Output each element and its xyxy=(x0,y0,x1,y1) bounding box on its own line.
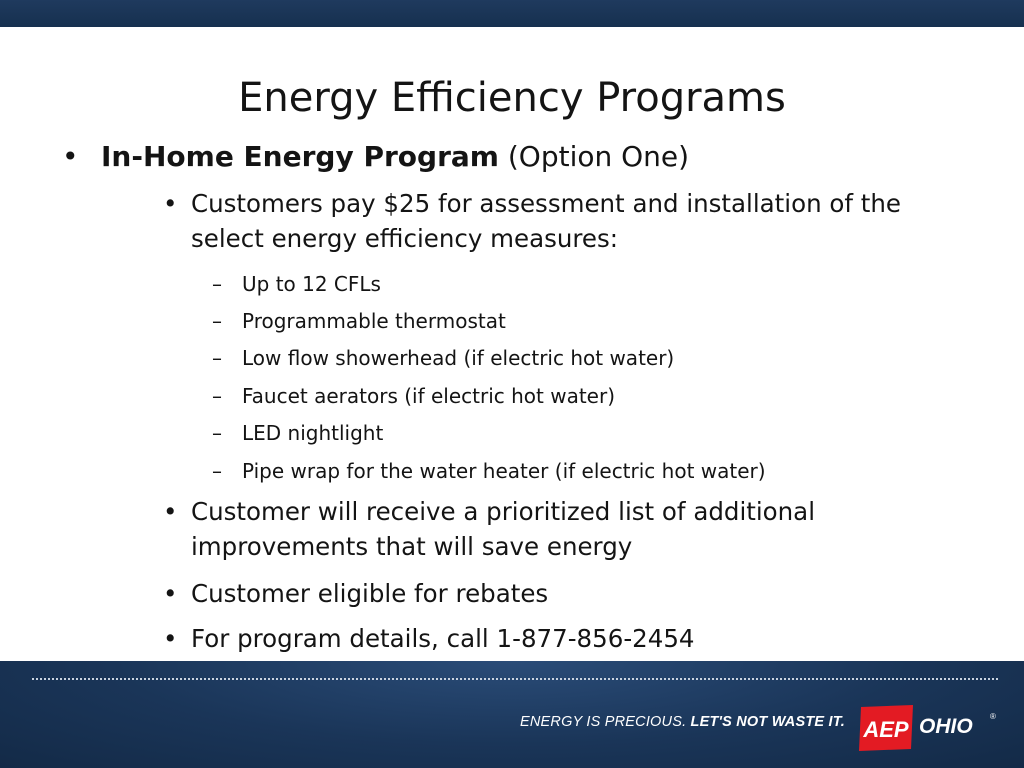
bullet-marker: • xyxy=(163,624,178,653)
dash-marker: – xyxy=(212,459,222,483)
dash-marker: – xyxy=(212,421,222,445)
list-item-text: Customer will receive a prioritized list of additional improvements that will save energy xyxy=(191,497,815,561)
sub-list-item-text: Faucet aerators (if electric hot water) xyxy=(242,384,616,408)
sub-list-item-text: LED nightlight xyxy=(242,421,384,445)
program-heading xyxy=(101,137,689,177)
bullet-marker: • xyxy=(163,189,178,218)
dash-marker: – xyxy=(212,346,222,370)
sub-list-item-text: Programmable thermostat xyxy=(242,309,506,333)
footer-band xyxy=(0,661,1024,768)
sub-list-item-text: Low flow showerhead (if electric hot water) xyxy=(242,346,675,370)
bullet-marker: • xyxy=(163,497,178,526)
dotted-divider xyxy=(32,678,998,680)
tagline-part-2: LET'S NOT WASTE IT. xyxy=(690,714,845,730)
svg-text:AEP: AEP xyxy=(863,717,909,742)
dash-marker: – xyxy=(212,272,222,296)
list-item-text: Customer eligible for rebates xyxy=(191,579,549,608)
aep-ohio-logo xyxy=(857,701,1002,753)
svg-text:OHIO: OHIO xyxy=(919,715,973,738)
dash-marker: – xyxy=(212,384,222,408)
slide-title: Energy Efficiency Programs xyxy=(238,75,786,121)
footer-tagline xyxy=(520,714,845,730)
bullet-marker: • xyxy=(163,579,178,608)
list-item-text: Customers pay $25 for assessment and installation of the select energy efficiency measures: xyxy=(191,189,901,253)
tagline-part-1: ENERGY IS PRECIOUS. xyxy=(520,714,687,730)
sub-list-item-text: Pipe wrap for the water heater (if electric hot water) xyxy=(242,459,766,483)
list-item-text: For program details, call 1-877-856-2454 xyxy=(191,624,695,653)
dash-marker: – xyxy=(212,309,222,333)
bullet-marker: • xyxy=(62,140,79,173)
program-option: (Option One) xyxy=(507,140,690,173)
program-name: In-Home Energy Program xyxy=(101,140,499,173)
svg-text:®: ® xyxy=(990,712,996,721)
top-header-band xyxy=(0,0,1024,27)
sub-list-item-text: Up to 12 CFLs xyxy=(242,272,381,296)
